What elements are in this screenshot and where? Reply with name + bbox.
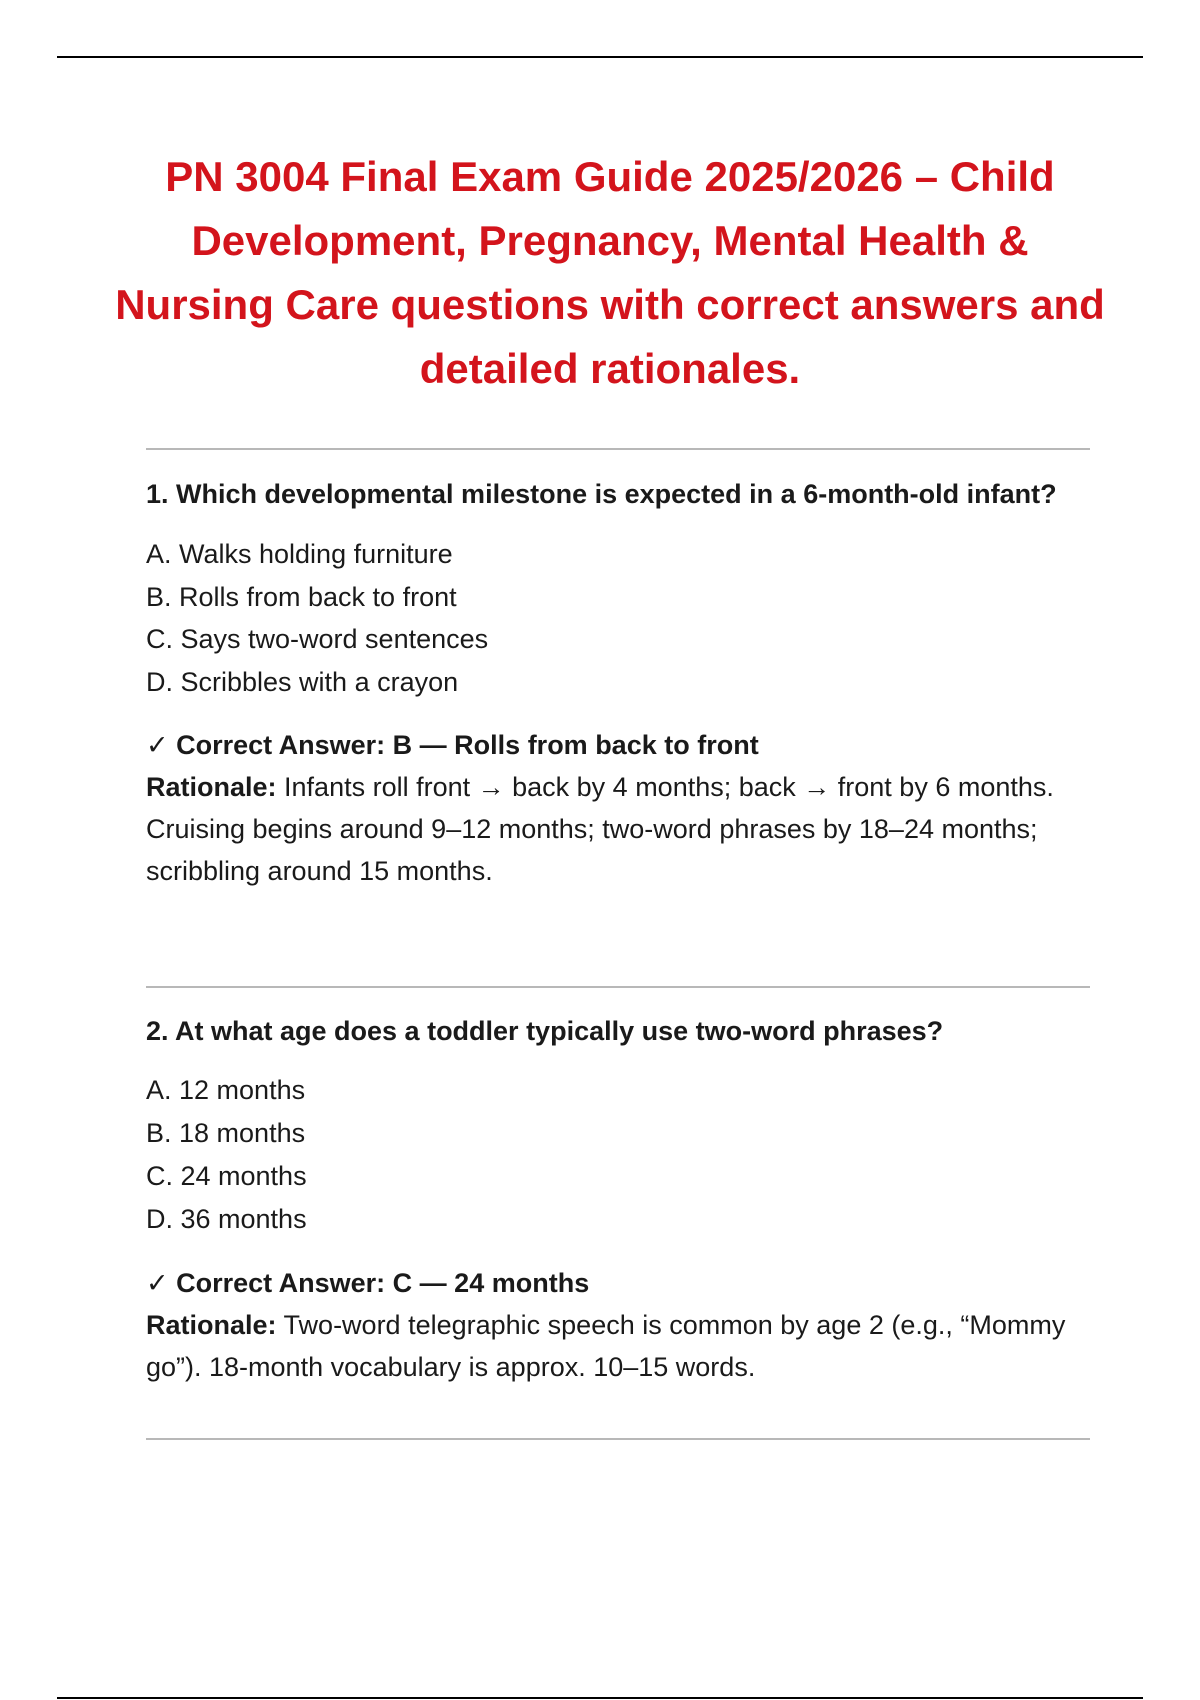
document-title: PN 3004 Final Exam Guide 2025/2026 – Child Development, Pregnancy, Mental Health & Nursing Care questions with correct answers and detailed rationales. [115, 153, 1105, 392]
question-prompt: 1. Which developmental milestone is expected in a 6-month-old infant? [146, 479, 1057, 509]
section-divider [146, 986, 1090, 988]
section-divider [146, 448, 1090, 450]
rationale-text: Infants roll front → back by 4 months; back → front by 6 months. Cruising begins around 9–12 months; two-word phrases by 18–24 months; scribbling around 15 months. [146, 772, 1054, 886]
rationale-label: Rationale: [146, 772, 277, 802]
option-a: A. Walks holding furniture [146, 539, 453, 569]
correct-answer: ✓ Correct Answer: B — Rolls from back to front [146, 730, 759, 760]
answer-options [146, 1069, 1090, 1241]
option-d: D. 36 months [146, 1204, 307, 1234]
rationale-label: Rationale: [146, 1310, 277, 1340]
question-2 [146, 1010, 1090, 1388]
option-d: D. Scribbles with a crayon [146, 666, 459, 697]
correct-answer: ✓ Correct Answer: C — 24 months [146, 1268, 590, 1298]
question-1 [146, 473, 1090, 892]
page-top-rule [57, 56, 1143, 58]
option-c: C. Says two-word sentences [146, 624, 489, 654]
option-b: B. 18 months [146, 1118, 306, 1148]
answer-options [146, 533, 1090, 703]
question-prompt: 2. At what age does a toddler typically use two-word phrases? [146, 1016, 944, 1046]
option-a: A. 12 months [146, 1075, 306, 1105]
rationale-text: Two-word telegraphic speech is common by age 2 (e.g., “Mommy go”). 18-month vocabulary is approx. 10–15 words. [146, 1310, 1066, 1382]
option-b: B. Rolls from back to front [146, 581, 457, 612]
section-divider [146, 1438, 1090, 1440]
page-bottom-rule [57, 1697, 1143, 1699]
option-c: C. 24 months [146, 1161, 307, 1191]
rationale [146, 1304, 1090, 1388]
rationale [146, 766, 1090, 892]
